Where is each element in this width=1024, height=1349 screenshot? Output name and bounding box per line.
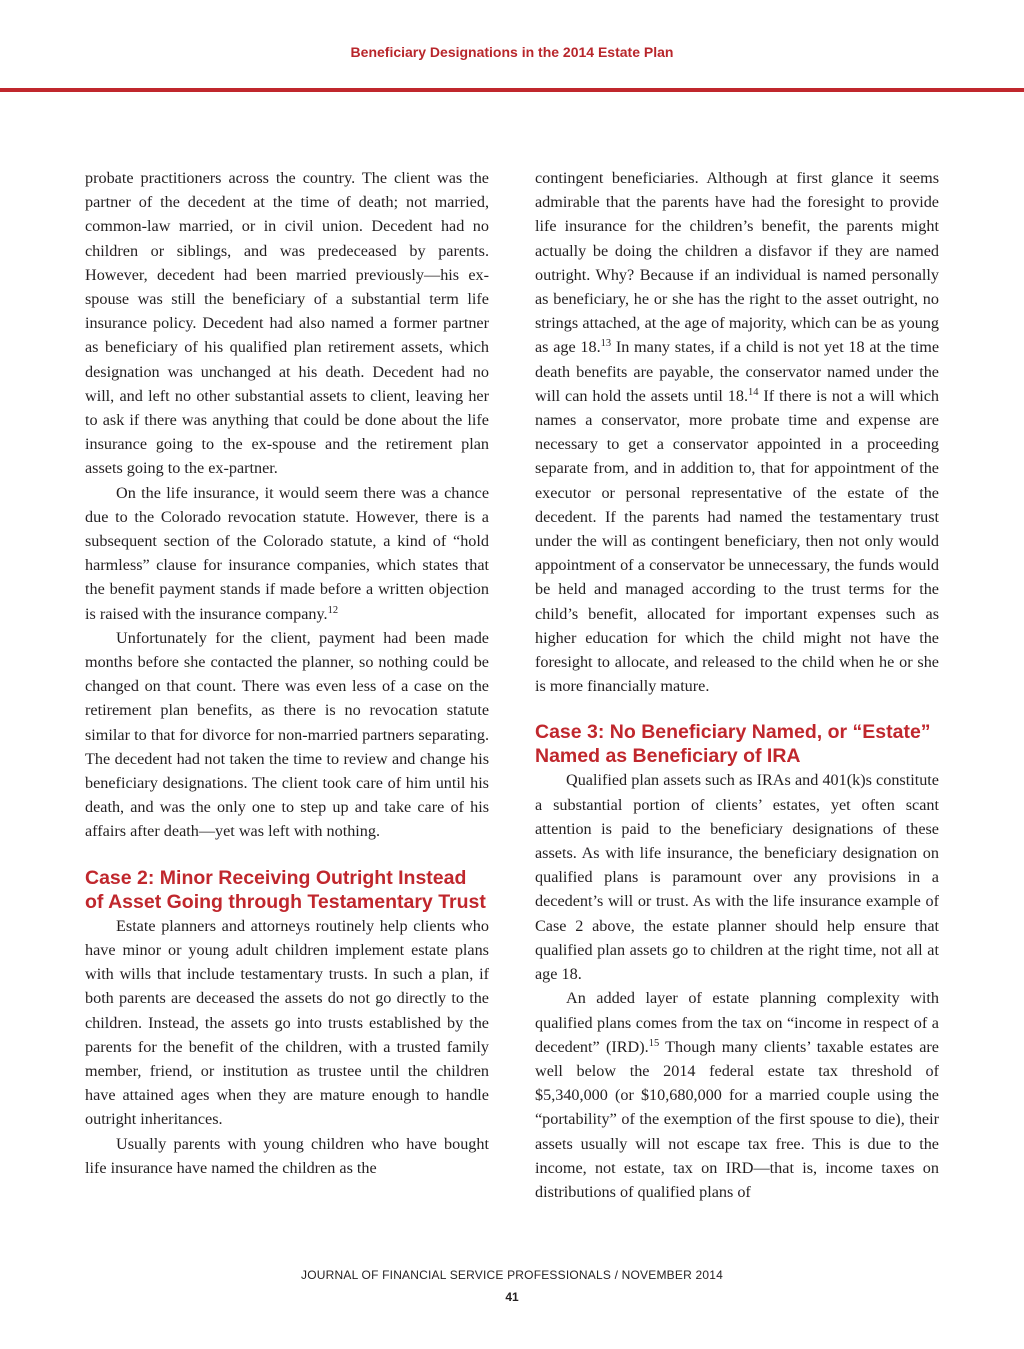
footnote-ref-13: 13 [600,338,612,350]
footnote-ref-12: 12 [327,604,339,616]
left-paragraph-2 [85,481,489,626]
running-title: Beneficiary Designations in the 2014 Estate Plan [350,44,674,60]
right-paragraph-1-part-b: In many states, if a child is not yet 18 at the time death benefits are payable, the conservator named under the will can hold the assets until 18. [535,338,940,405]
right-paragraph-3-part-a: An added layer of estate planning complexity with qualified plans comes from the tax on “income in respect of a decedent” (IRD). [535,989,939,1056]
left-paragraph-4: Estate planners and attorneys routinely help clients who have minor or young adult children implement estate plans with wills that include testamentary trusts. In such a plan, if both parents are deceased the assets do not go directly to the children. Instead, the assets go into trusts established by the parents for the benefit of the children, with a trusted family member, friend, or institution as trustee until the children have attained ages when they are mature enough to handle outright inheritances. [85,916,489,1129]
left-paragraph-2-text: On the life insurance, it would seem there was a chance due to the Colorado revocation statute. However, there is a subsequent section of the Colorado statute, a kind of “hold harmless” clause for insurance companies, which states that the benefit payment stands if made before a written objection is raised with the insurance company. [85,483,489,623]
right-column [535,166,939,1204]
page-number: 41 [505,1290,519,1304]
left-paragraph-1: probate practitioners across the country. The client was the partner of the decedent at the time of death; not married, common-law married, or in civil union. Decedent had no children or siblings, and was predeceased by parents. However, decedent had been married previously—his ex-spouse was still the beneficiary of a substantial term life insurance policy. Decedent had also named a former partner as beneficiary of his qualified plan retirement assets, which designation was unchanged at his death. Decedent had no will, and left no other substantial assets to client, leaving her to ask if there was anything that could be done about the life insurance going to the ex-spouse and the retirement plan assets going to the ex-partner. [85,169,489,478]
journal-footer: JOURNAL OF FINANCIAL SERVICE PROFESSIONALS / NOVEMBER 2014 [301,1268,723,1282]
footnote-ref-15: 15 [648,1037,660,1049]
left-paragraph-5: Usually parents with young children who have bought life insurance have named the children as the [85,1134,489,1177]
left-column [85,166,489,1180]
left-paragraph-3: Unfortunately for the client, payment had been made months before she contacted the planner, so nothing could be changed on that count. There was even less of a case on the retirement plan benefits, as there is no revocation statute similar to that for divorce for non-married partners separating. The decedent had not taken the time to review and change his beneficiary designations. The client took care of him until his death, and was the only one to step up and take care of his affairs after death—yet was left with nothing. [85,628,489,841]
case-3-heading: Case 3: No Beneficiary Named, or “Estate” Named as Beneficiary of IRA [535,721,931,768]
right-paragraph-2: Qualified plan assets such as IRAs and 401(k)s constitute a substantial portion of clients’ estates, yet often scant attention is paid to the beneficiary designations of these assets. As with life insurance, the beneficiary designation on qualified plans is paramount over any provisions in a decedent’s will or trust. As with the life insurance example of Case 2 above, the estate planner should help ensure that qualified plan assets go to children at the right time, not all at age 18. [535,771,939,984]
header-rule [0,88,1024,92]
right-paragraph-1 [535,166,939,698]
right-paragraph-3-part-b: Though many clients’ taxable estates are well below the 2014 federal estate tax threshold of $5,340,000 (or $10,680,000 for a married couple using the “portability” of the exemption of the first spouse to die), their assets usually will not escape tax free. This is due to the income, not estate, tax on IRD—that is, income taxes on distributions of qualified plans of [535,1037,939,1201]
footnote-ref-14: 14 [748,386,759,398]
right-paragraph-3 [535,986,939,1204]
right-paragraph-1-part-c: If there is not a will which names a conservator, more probate time and expense are necessary to get a conservator appointed in a proceeding separate from, and in addition to, that for appointment of the executor or personal representative of the estate of the decedent. If the parents had named the testamentary trust under the will as contingent beneficiary, then not only would appointment of a conservator be unnecessary, the funds would be held and managed according to the trust terms for the child’s benefit, allocated for important expenses such as higher education for which the child might not have the foresight to allocate, and released to the child when he or she is more financially mature. [535,386,939,696]
case-2-heading: Case 2: Minor Receiving Outright Instead of Asset Going through Testamentary Trust [85,866,486,913]
right-paragraph-1-part-a: contingent beneficiaries. Although at first glance it seems admirable that the parents have had the foresight to provide life insurance for the children’s benefit, the parents might actually be doing the children a disfavor if they are named outright. Why? Because if an individual is named personally as beneficiary, he or she has the right to the asset outright, no strings attached, at the age of majority, which can be as young as age 18. [535,169,939,357]
